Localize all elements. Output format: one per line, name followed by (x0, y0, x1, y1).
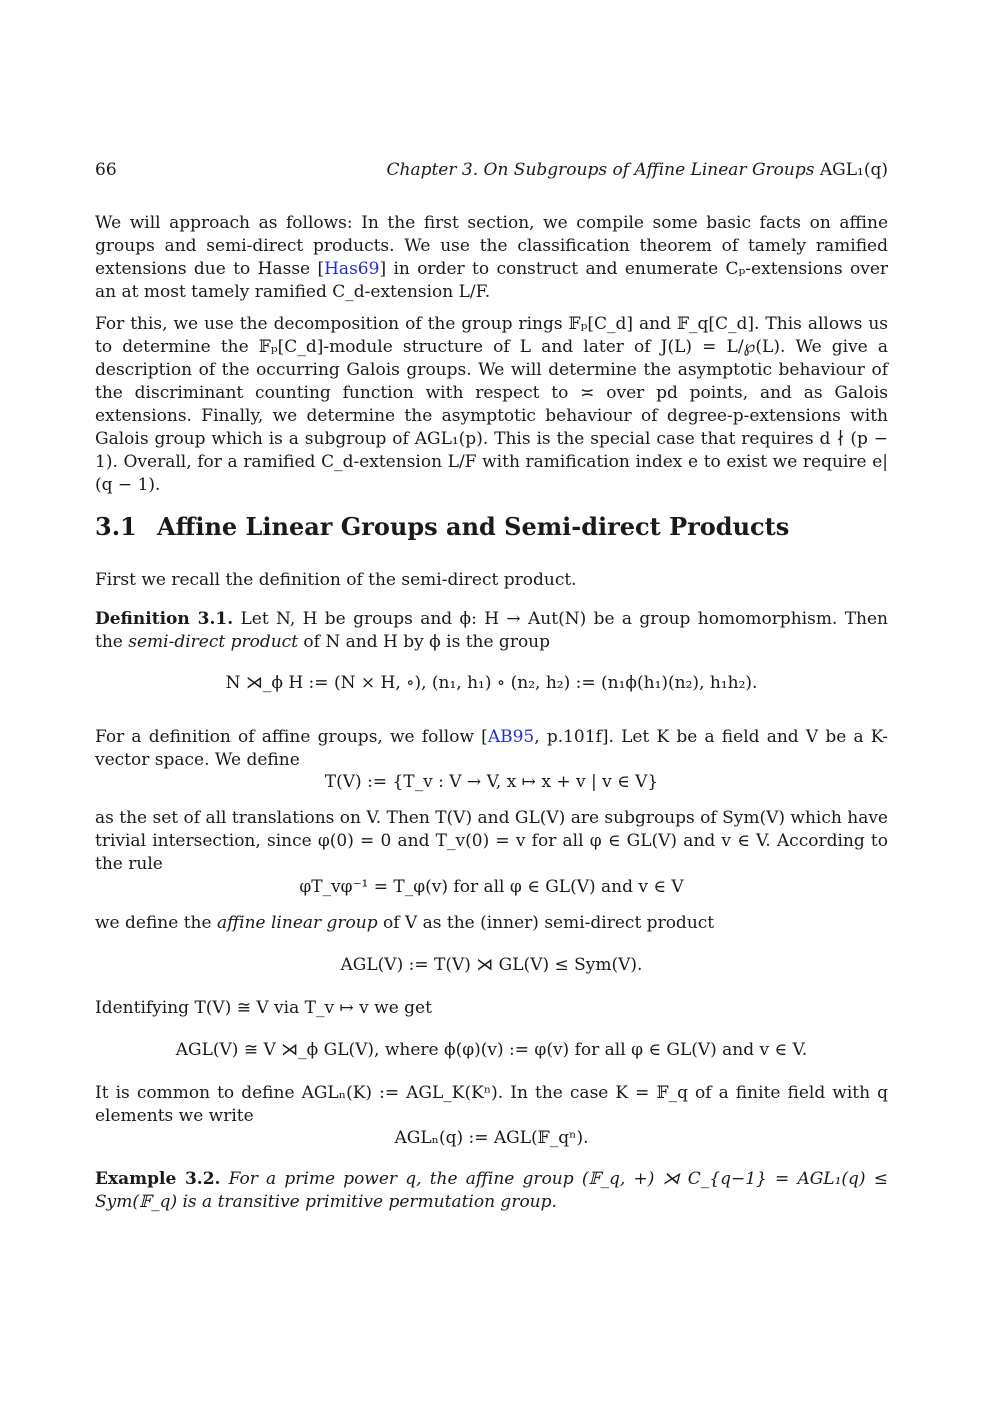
section-title: Affine Linear Groups and Semi-direct Products (157, 512, 790, 541)
section-number: 3.1 (95, 512, 137, 541)
page-number: 66 (95, 160, 117, 180)
citation-link-has69[interactable]: Has69 (324, 259, 380, 279)
equation-conjugation-rule: φT_vφ⁻¹ = T_φ(v) for all φ ∈ GL(V) and v ∈ V (299, 877, 684, 897)
citation-link-ab95[interactable]: AB95 (487, 727, 535, 747)
intro-paragraph-1: We will approach as follows: In the first section, we compile some basic facts on affine groups and semi-direct products. We use the classification theorem of tamely ramified extensions due to Hasse [Has69] in order to construct and enumerate Cₚ-extensions over an at most tamely ramified C_d-extension L/F. (95, 213, 889, 302)
paragraph-recall: First we recall the definition of the semi-direct product. (95, 570, 577, 590)
equation-translations: T(V) := {T_v : V → V, x ↦ x + v | v ∈ V} (324, 772, 659, 792)
intro-paragraph-2: For this, we use the decomposition of the group rings 𝔽ₚ[C_d] and 𝔽_q[C_d]. This allows us to determine the 𝔽ₚ[C_d]-module structure of L and later of J(L) = L/℘(L). We give a description of the occurring Galois groups. We will determine the asymptotic behaviour of the discriminant counting function with respect to ≍ over pd points, and as Galois extensions. Finally, we determine the asymptotic behaviour of degree-p-extensions with Galois group which is a subgroup of AGL₁(p). This is the special case that requires d ∤ (p − 1). Overall, for a ramified C_d-extension L/F with ramification index e to exist we require e|(q − 1). (95, 314, 888, 495)
paragraph-affine-linear-group: we define the affine linear group of V as the (inner) semi-direct product (95, 913, 715, 933)
term-affine-linear-group: affine linear group (216, 913, 378, 933)
paragraph-affine-definition: For a definition of affine groups, we follow [AB95, p.101f]. Let K be a field and V be a K-vector space. We define (95, 727, 888, 770)
running-title: Chapter 3. On Subgroups of Affine Linear Groups AGL₁(q) (386, 160, 888, 180)
definition-3-1: Definition 3.1. Let N, H be groups and ϕ: H → Aut(N) be a group homomorphism. Then the semi-direct product of N and H by ϕ is the group (95, 609, 888, 652)
definition-term: semi-direct product (128, 632, 299, 652)
paragraph-identifying: Identifying T(V) ≅ V via T_v ↦ v we get (95, 998, 432, 1018)
equation-agl-definition: AGL(V) := T(V) ⋊ GL(V) ≤ Sym(V). (340, 955, 643, 975)
section-heading (95, 512, 888, 541)
definition-label: Definition 3.1. (95, 609, 234, 629)
example-label: Example 3.2. (95, 1169, 221, 1189)
equation-agl-isomorphism: AGL(V) ≅ V ⋊_ϕ GL(V), where ϕ(φ)(v) := φ(v) for all φ ∈ GL(V) and v ∈ V. (175, 1040, 808, 1060)
paragraph-translations: as the set of all translations on V. Then T(V) and GL(V) are subgroups of Sym(V) which have trivial intersection, since φ(0) = 0 and T_v(0) = v for all φ ∈ GL(V) and v ∈ V. According to the rule (95, 808, 888, 874)
example-3-2 (95, 1168, 888, 1214)
paragraph-agln: It is common to define AGLₙ(K) := AGL_K(Kⁿ). In the case K = 𝔽_q of a finite field with q elements we write (95, 1083, 888, 1126)
example-statement: For a prime power q, the affine group (𝔽_q, +) ⋊ C_{q−1} = AGL₁(q) ≤ Sym(𝔽_q) is a transitive primitive permutation group. (95, 1169, 888, 1212)
equation-agln-q: AGLₙ(q) := AGL(𝔽_qⁿ). (394, 1128, 589, 1148)
running-header (95, 160, 888, 180)
equation-semidirect-product: N ⋊_ϕ H := (N × H, ∘), (n₁, h₁) ∘ (n₂, h₂) := (n₁ϕ(h₁)(n₂), h₁h₂). (225, 673, 758, 693)
